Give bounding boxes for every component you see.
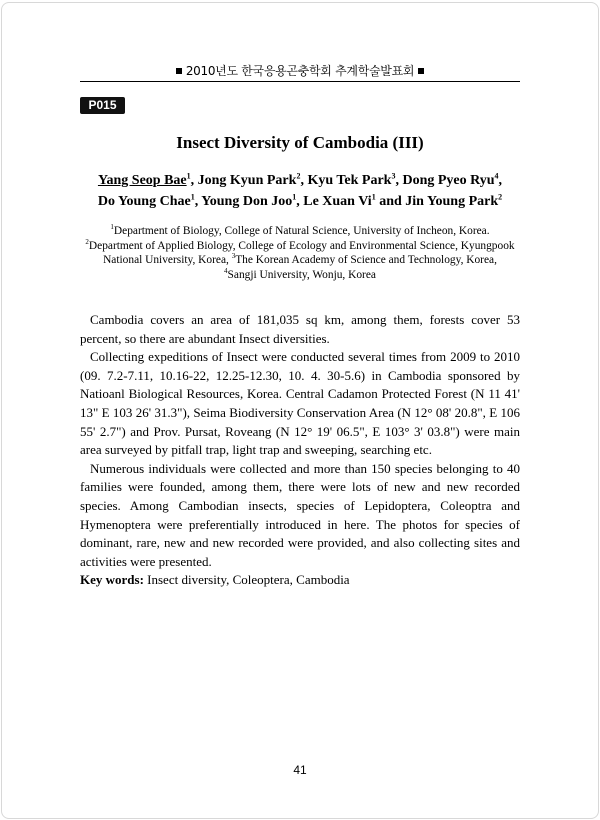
page-number: 41 bbox=[293, 763, 307, 777]
author-list bbox=[80, 170, 520, 212]
author: Jong Kyun Park$^2$, bbox=[197, 171, 308, 188]
author: Le Xuan Vi$^1$ and bbox=[303, 192, 406, 209]
running-header bbox=[0, 62, 600, 79]
square-bullet-icon bbox=[418, 68, 424, 74]
square-bullet-icon bbox=[176, 68, 182, 74]
author: Dong Pyeo Ryu$^4$, bbox=[402, 171, 503, 188]
affiliation-2: $^2$Department of Applied Biology, College of Ecology and Environmental Science, Kyungpook National University, Korea, bbox=[85, 237, 515, 266]
keywords bbox=[80, 571, 520, 589]
keywords-label: Key words: bbox=[80, 572, 144, 587]
affiliation-3: $^3$The Korean Academy of Science and Technology, Korea, bbox=[231, 252, 497, 266]
keywords-text: Insect diversity, Coleoptera, Cambodia bbox=[147, 572, 350, 587]
abstract bbox=[80, 311, 520, 571]
abstract-paragraph: Numerous individuals were collected and more than 150 species belonging to 40 families were founded, among them, there were lots of new and new recorded species. Among Cambodian insects, species of Lepidoptera, Coleoptra and Hymenoptera were preferentially introduced in here. The photos for species of dominant, rare, new and new recorded were provided, and also collecting sites and activities were presented. bbox=[80, 460, 520, 569]
header-rule bbox=[80, 81, 520, 82]
paper-code-badge: P015 bbox=[80, 97, 125, 114]
affiliation-1: $^1$Department of Biology, College of Natural Science, University of Incheon, Korea. bbox=[110, 223, 490, 237]
author: Young Don Joo$^1$, bbox=[201, 192, 304, 209]
author: Yang Seop Bae$^1$, bbox=[97, 171, 198, 188]
author: Do Young Chae$^1$, bbox=[97, 192, 202, 209]
header-text: 2010년도 한국응용곤충학회 추계학술발표회 bbox=[185, 64, 415, 78]
abstract-paragraph: Cambodia covers an area of 181,035 sq km, among them, forests cover 53 percent, so there are abundant Insect diversities. bbox=[80, 312, 520, 346]
affiliation-4: $^4$Sangji University, Wonju, Korea bbox=[224, 266, 376, 281]
author: Jin Young Park$^2$ bbox=[405, 192, 503, 209]
author: Kyu Tek Park$^3$, bbox=[307, 171, 403, 188]
paper-title: Insect Diversity of Cambodia (III) bbox=[176, 133, 424, 152]
affiliations bbox=[80, 224, 520, 282]
abstract-paragraph: Collecting expeditions of Insect were conducted several times from 2009 to 2010 (09. 7.2-7.11, 10.16-22, 12.25-12.30, 10. 4. 30-5.6) in Cambodia sponsored by Natioanl Biological Resources, Korea. Central Cadamon Protected Forest (N 11 41' 13" E 103 26' 31.3"), Seima Biodiversity Conservation Area (N 12° 08' 20.8", E 106 55' 2.7") and Prov. Pursat, Roveang (N 12° 19' 06.5", E 103° 3' 03.8") were main area surveyed by pitfall trap, light trap and sweeping, searching etc. bbox=[80, 349, 520, 458]
